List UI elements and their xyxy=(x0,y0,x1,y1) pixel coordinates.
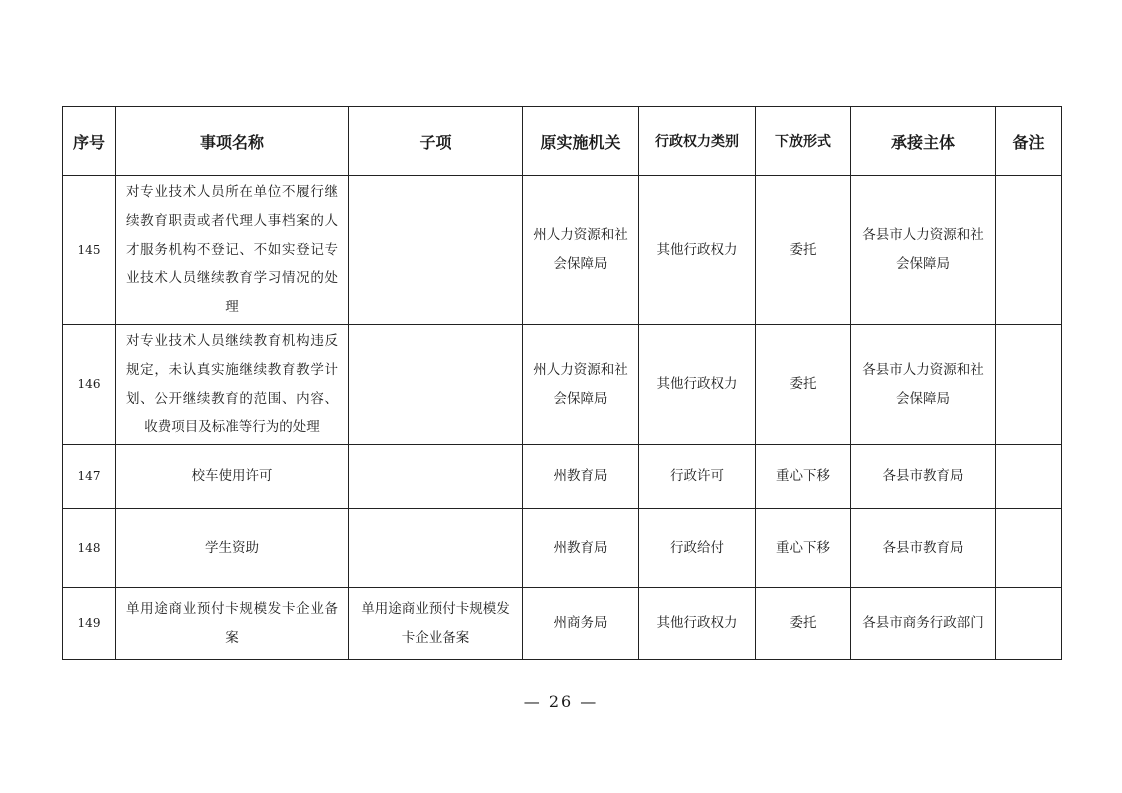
row-item-name: 对专业技术人员所在单位不履行继续教育职责或者代理人事档案的人才服务机构不登记、不如实登记专业技术人员继续教育学习情况的处理 xyxy=(116,176,349,325)
row-power-category: 行政许可 xyxy=(639,445,756,509)
row-remarks xyxy=(996,445,1062,509)
header-original-agency: 原实施机关 xyxy=(523,107,639,176)
table-row xyxy=(63,445,1062,509)
row-sub-item xyxy=(349,509,523,588)
row-power-category: 其他行政权力 xyxy=(639,176,756,325)
row-sub-item xyxy=(349,176,523,325)
table-row xyxy=(63,509,1062,588)
row-sub-item: 单用途商业预付卡规模发卡企业备案 xyxy=(349,588,523,660)
header-remarks: 备注 xyxy=(996,107,1062,176)
row-delegation-form: 委托 xyxy=(756,588,851,660)
row-sub-item xyxy=(349,445,523,509)
row-item-name: 单用途商业预付卡规模发卡企业备案 xyxy=(116,588,349,660)
row-receiving-body: 各县市人力资源和社会保障局 xyxy=(851,324,996,444)
row-seq: 149 xyxy=(63,588,116,660)
row-delegation-form: 重心下移 xyxy=(756,445,851,509)
row-receiving-body: 各县市人力资源和社会保障局 xyxy=(851,176,996,325)
header-seq: 序号 xyxy=(63,107,116,176)
row-item-name: 校车使用许可 xyxy=(116,445,349,509)
header-receiving-body: 承接主体 xyxy=(851,107,996,176)
row-receiving-body: 各县市教育局 xyxy=(851,509,996,588)
item-table xyxy=(62,106,1062,660)
page-number: — 26 — xyxy=(523,692,599,711)
row-original-agency: 州人力资源和社会保障局 xyxy=(523,176,639,325)
header-item-name: 事项名称 xyxy=(116,107,349,176)
header-power-category: 行政权力类别 xyxy=(639,107,756,176)
row-receiving-body: 各县市商务行政部门 xyxy=(851,588,996,660)
row-remarks xyxy=(996,324,1062,444)
row-seq: 148 xyxy=(63,509,116,588)
row-power-category: 行政给付 xyxy=(639,509,756,588)
row-power-category: 其他行政权力 xyxy=(639,324,756,444)
table-row xyxy=(63,588,1062,660)
header-delegation-form: 下放形式 xyxy=(756,107,851,176)
row-original-agency: 州商务局 xyxy=(523,588,639,660)
row-remarks xyxy=(996,588,1062,660)
row-power-category: 其他行政权力 xyxy=(639,588,756,660)
table-header-row xyxy=(63,107,1062,176)
row-seq: 145 xyxy=(63,176,116,325)
table-row xyxy=(63,324,1062,444)
row-delegation-form: 重心下移 xyxy=(756,509,851,588)
row-sub-item xyxy=(349,324,523,444)
header-sub-item: 子项 xyxy=(349,107,523,176)
row-original-agency: 州教育局 xyxy=(523,509,639,588)
table-row xyxy=(63,176,1062,325)
row-original-agency: 州人力资源和社会保障局 xyxy=(523,324,639,444)
row-delegation-form: 委托 xyxy=(756,176,851,325)
row-delegation-form: 委托 xyxy=(756,324,851,444)
row-item-name: 对专业技术人员继续教育机构违反规定，未认真实施继续教育教学计划、公开继续教育的范围、内容、收费项目及标准等行为的处理 xyxy=(116,324,349,444)
row-item-name: 学生资助 xyxy=(116,509,349,588)
row-seq: 147 xyxy=(63,445,116,509)
row-remarks xyxy=(996,509,1062,588)
row-original-agency: 州教育局 xyxy=(523,445,639,509)
row-receiving-body: 各县市教育局 xyxy=(851,445,996,509)
row-remarks xyxy=(996,176,1062,325)
row-seq: 146 xyxy=(63,324,116,444)
